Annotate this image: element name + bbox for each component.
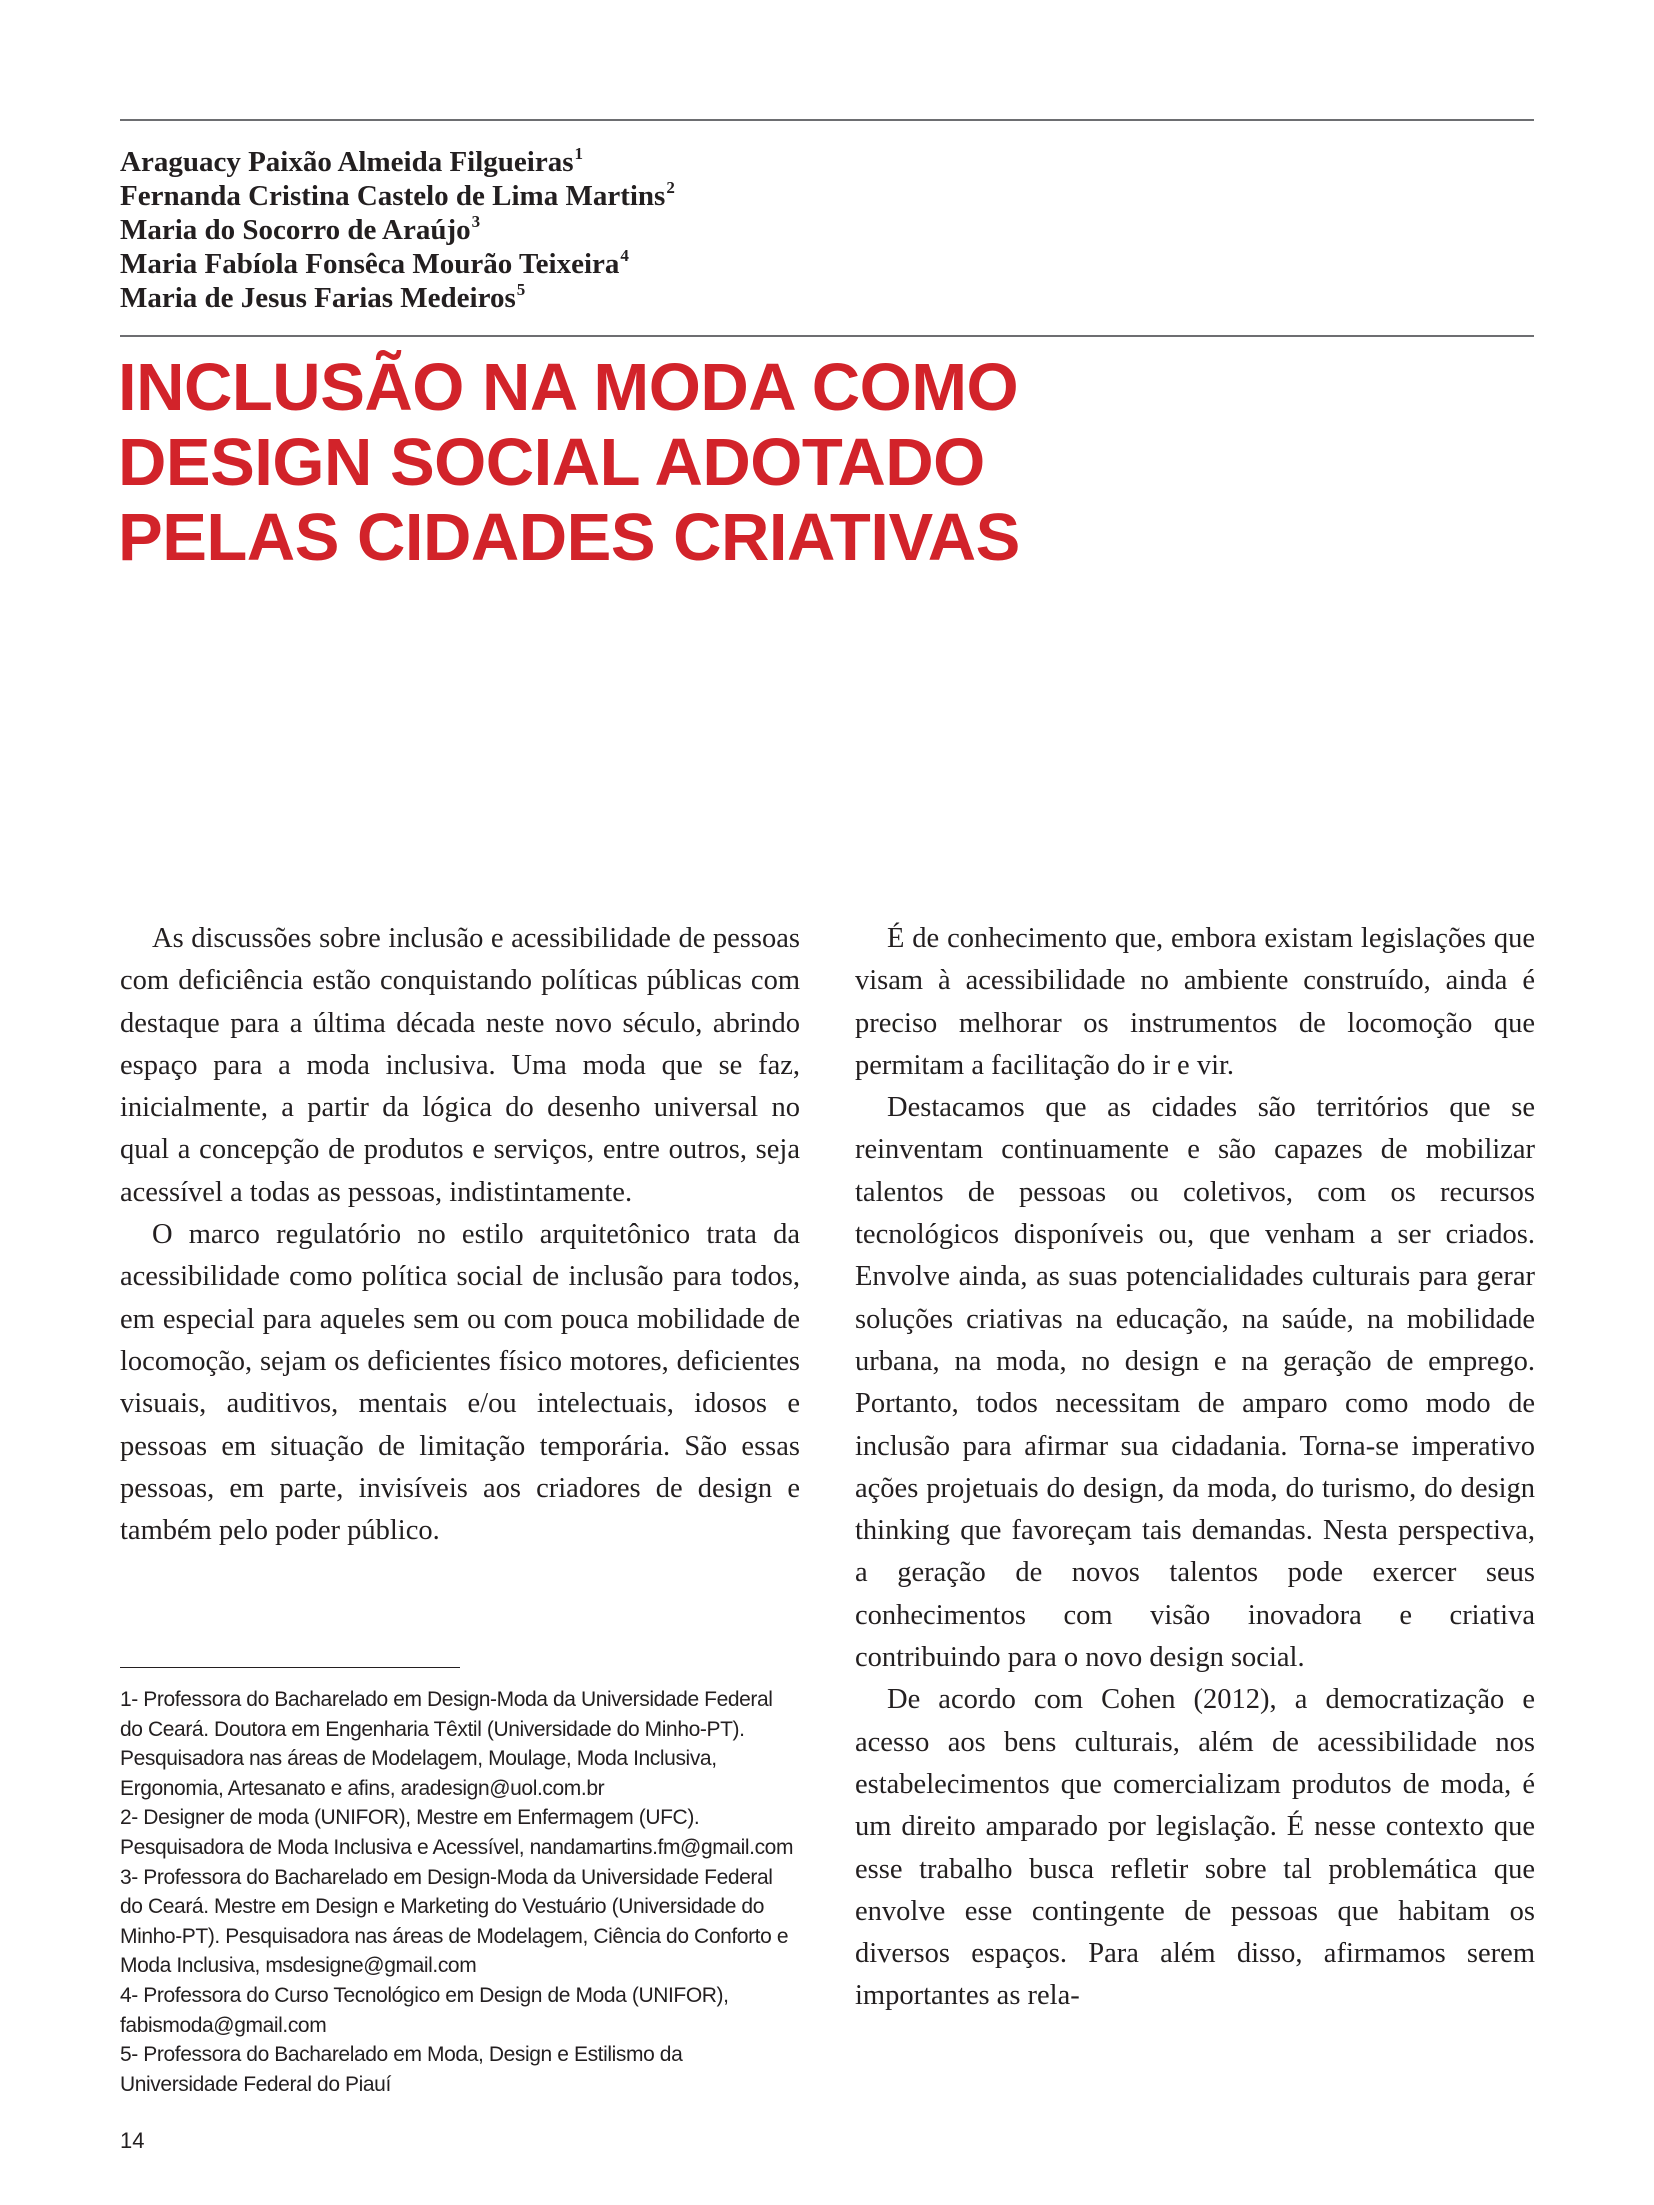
- footnote: 1- Professora do Bacharelado em Design-Moda da Universidade Federal do Ceará. Doutora em Engenharia Têxtil (Universidade do Minho-PT). Pesquisadora nas áreas de Modelagem, Moulage, Moda Inclusiva, Ergonomia, Artesanato e afins, aradesign@uol.com.br: [120, 1688, 773, 1800]
- author-5: [120, 281, 1020, 315]
- footnote-mark[interactable]: 1: [574, 144, 583, 163]
- title-line: PELAS CIDADES CRIATIVAS: [118, 500, 1020, 575]
- footnote-rule: [120, 1667, 460, 1668]
- page-number: 14: [120, 2128, 145, 2153]
- footnotes: [120, 1685, 800, 2099]
- footnote-mark[interactable]: 2: [666, 178, 675, 197]
- author-name: Fernanda Cristina Castelo de Lima Martins: [120, 180, 666, 212]
- author-name: Maria de Jesus Farias Medeiros: [120, 282, 516, 314]
- body-paragraph: Destacamos que as cidades são territórios que se reinventam continuamente e são capazes de mobilizar talentos de pessoas ou coletivos, com os recursos tecnológicos disponíveis ou, que venham a ser criados. Envolve ainda, as suas potencialidades culturais para gerar soluções criativas na educação, na saúde, na mobilidade urbana, na moda, no design e na geração de emprego. Portanto, todos necessitam de amparo como modo de inclusão para afirmar sua cidadania. Torna-se imperativo ações projetuais do design, da moda, do turismo, do design thinking que favoreçam tais demandas. Nesta perspectiva, a geração de novos talentos pode exercer seus conhecimentos com visão inovadora e criativa contribuindo para o novo design social.: [855, 1092, 1535, 1674]
- title-line: INCLUSÃO NA MODA COMO: [118, 350, 1019, 425]
- body-paragraph: É de conhecimento que, embora existam legislações que visam à acessibilidade no ambiente construído, ainda é preciso melhorar os instrumentos de locomoção que permitam a facilitação do ir e vir.: [855, 923, 1535, 1081]
- body-paragraph: O marco regulatório no estilo arquitetônico trata da acessibilidade como política social de inclusão para todos, em especial para aqueles sem ou com pouca mobilidade de locomoção, sejam os deficientes físico motores, deficientes visuais, auditivos, mentais e/ou intelectuais, idosos e pessoas em situação de limitação temporária. São essas pessoas, em parte, invisíveis aos criadores de design e também pelo poder público.: [120, 1219, 800, 1547]
- body-paragraph: De acordo com Cohen (2012), a democratização e acesso aos bens culturais, além de acessibilidade nos estabelecimentos que comercializam produtos de moda, é um direito amparado por legislação. É nesse contexto que esse trabalho busca refletir sobre tal problemática que envolve esse contingente de pessoas que habitam os diversos espaços. Para além disso, afirmamos serem importantes as rela-: [855, 1684, 1535, 2012]
- footnote: 2- Designer de moda (UNIFOR), Mestre em Enfermagem (UFC). Pesquisadora de Moda Inclusiva e Acessível, nandamartins.fm@gmail.com: [120, 1806, 794, 1859]
- author-1: [120, 145, 1020, 179]
- article-title: [118, 350, 1418, 575]
- author-name: Araguacy Paixão Almeida Filgueiras: [120, 146, 574, 178]
- title-line: DESIGN SOCIAL ADOTADO: [118, 425, 985, 500]
- footnote-mark[interactable]: 3: [471, 212, 481, 231]
- footnote-mark[interactable]: 4: [620, 246, 629, 265]
- author-4: [120, 247, 1020, 281]
- footnote-mark[interactable]: 5: [516, 280, 526, 299]
- footnote: 3- Professora do Bacharelado em Design-Moda da Universidade Federal do Ceará. Mestre em Design e Marketing do Vestuário (Universidade do Minho-PT). Pesquisadora nas áreas de Modelagem, Ciência do Conforto e Moda Inclusiva, msdesigne@gmail.com: [120, 1865, 789, 1978]
- body-column-right: [855, 918, 1535, 2018]
- footnote: 4- Professora do Curso Tecnológico em Design de Moda (UNIFOR), fabismoda@gmail.com: [120, 1983, 729, 2037]
- body-column-left: [120, 918, 800, 1552]
- top-rule: [120, 119, 1534, 121]
- author-3: [120, 213, 1020, 247]
- author-name: Maria do Socorro de Araújo: [120, 214, 471, 246]
- author-name: Maria Fabíola Fonsêca Mourão Teixeira: [120, 248, 620, 280]
- author-list: [120, 145, 1020, 315]
- author-2: [120, 179, 1020, 213]
- body-paragraph: As discussões sobre inclusão e acessibilidade de pessoas com deficiência estão conquistando políticas públicas com destaque para a última década neste novo século, abrindo espaço para a moda inclusiva. Uma moda que se faz, inicialmente, a partir da lógica do desenho universal no qual a concepção de produtos e serviços, entre outros, seja acessível a todas as pessoas, indistintamente.: [120, 923, 800, 1208]
- footnote: 5- Professora do Bacharelado em Moda, Design e Estilismo da Universidade Federal do Piauí: [120, 2043, 683, 2096]
- title-rule: [120, 335, 1534, 337]
